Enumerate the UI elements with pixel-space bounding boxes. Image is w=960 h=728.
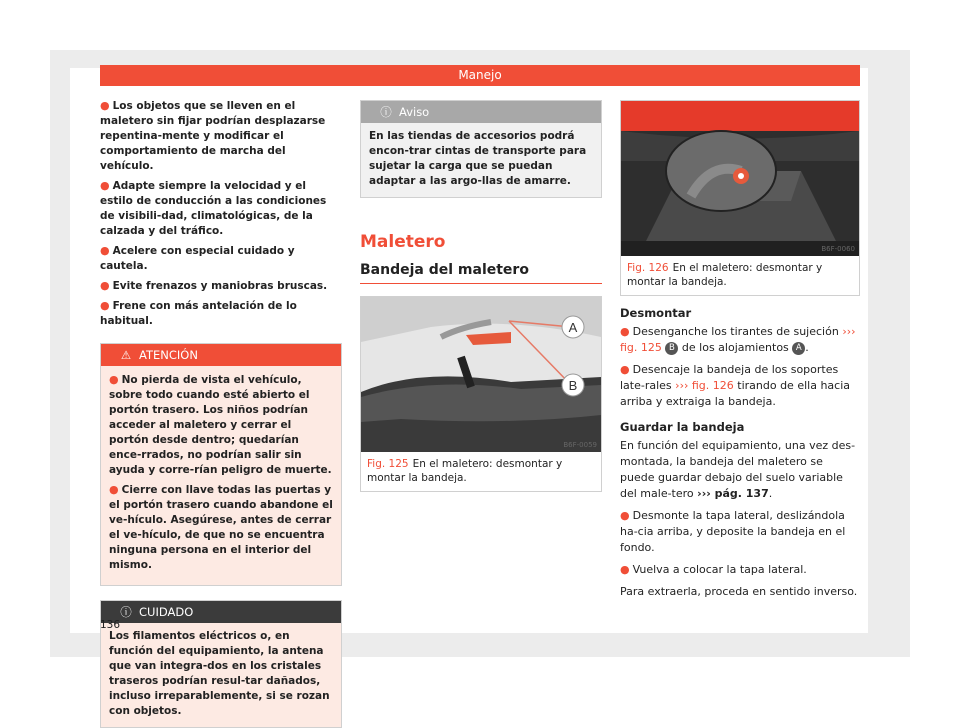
figure-link[interactable]: ››› fig. 126 [675, 379, 734, 392]
desmontar-title: Desmontar [620, 306, 692, 320]
bullet-dot-icon: ● [620, 563, 630, 576]
warning-bullet: ● Cierre con llave todas las puertas y el portón trasero cuando abandone el ve-hículo. Asegúrese, antes de cerrar el ve-hículo, de que no se encuentra ninguna persona en el interior del mismo. [109, 483, 333, 571]
warning-box [100, 343, 342, 586]
figure-link[interactable]: ››› fig. 125 [620, 325, 856, 354]
guardar-paragraph: En función del equipamiento, una vez des-montada, la bandeja del maletero se puede guardar debajo del suelo variable del male-tero ››› pág. 137. [620, 439, 856, 500]
figure-code: B6F-0059 [563, 441, 597, 449]
bullet-item: ● Acelere con especial cuidado y cautela. [100, 244, 295, 272]
bullet-dot-icon: ● [620, 509, 630, 522]
right-column [620, 98, 860, 606]
marker-b: B [665, 342, 678, 355]
figure-code: B6F-0060 [821, 245, 855, 253]
middle-column [360, 98, 602, 492]
figure-126 [620, 100, 860, 296]
caution-box-header: ⓘ CUIDADO [101, 601, 341, 623]
bullet-dot-icon: ● [100, 179, 110, 192]
bullet-dot-icon: ● [620, 363, 630, 376]
figure-126-image [621, 101, 859, 256]
caution-box [100, 600, 342, 728]
figure-125-image [361, 297, 601, 452]
guardar-step-1: ● Desmonte la tapa lateral, deslizándola ha-cia arriba, y deposite la bandeja en el fondo. [620, 509, 846, 554]
marker-a: A [792, 342, 805, 355]
warning-bullet: ● No pierda de vista el vehículo, sobre todo cuando esté abierto el portón trasero. Los niños podrían acceder al maletero y cerrar el portón desde dentro; quedarían ence-rrados, no podrían salir sin ayuda y corre-rían peligro de muerte. [109, 373, 332, 476]
warning-box-header: ⚠ ATENCIÓN [101, 344, 341, 366]
guardar-title: Guardar la bandeja [620, 420, 745, 434]
bullet-dot-icon: ● [100, 279, 110, 292]
bullet-dot-icon: ● [109, 483, 119, 496]
bullet-dot-icon: ● [100, 299, 110, 312]
bullet-item: ● Frene con más antelación de lo habitual. [100, 299, 297, 327]
bullet-dot-icon: ● [109, 373, 119, 386]
bullet-dot-icon: ● [100, 244, 110, 257]
note-box-header: ⓘ Aviso [361, 101, 601, 123]
left-column [100, 98, 342, 728]
bullet-dot-icon: ● [100, 99, 110, 112]
guardar-step-2: ● Vuelva a colocar la tapa lateral. [620, 563, 807, 576]
bullet-dot-icon: ● [620, 325, 630, 338]
shelf-support-illustration [621, 101, 859, 256]
trunk-shelf-illustration [361, 297, 601, 452]
bullet-item: ● Evite frenazos y maniobras bruscas. [100, 279, 328, 292]
note-text: En las tiendas de accesorios podrá encon-trar cintas de transporte para sujetar la carga que se puedan adaptar a las argo-llas de amarre. [369, 130, 587, 187]
section-title: Maletero [360, 232, 446, 252]
figure-number: Fig. 126 [627, 262, 669, 274]
info-icon: ⓘ [380, 105, 392, 119]
warning-triangle-icon: ⚠ [120, 348, 132, 362]
bullet-item: ● Los objetos que se lleven en el maletero sin fijar podrían desplazarse repentina-mente y modificar el comportamiento de marcha del vehículo. [100, 99, 326, 172]
page-link[interactable]: ››› pág. 137 [697, 487, 769, 500]
figure-caption: Fig. 125 En el maletero: desmontar y montar la bandeja. [367, 458, 563, 484]
figure-125 [360, 296, 602, 492]
label-b: B [568, 378, 578, 393]
desmontar-step-2: ● Desencaje la bandeja de los soportes late-rales ››› fig. 126 tirando de ella hacia arriba y extraiga la bandeja. [620, 363, 850, 408]
page-number: 136 [100, 619, 121, 631]
figure-number: Fig. 125 [367, 458, 409, 470]
note-box [360, 100, 602, 198]
desmontar-step-1: ● Desenganche los tirantes de sujeción ››› fig. 125 B de los alojamientos A . [620, 325, 856, 354]
caution-text: Los filamentos eléctricos o, en función del equipamiento, la antena que van integra-dos en los cristales traseros podrían resul-tar dañados, incluso irreparablemente, si se rozan con objetos. [109, 630, 330, 717]
subsection-title: Bandeja del maletero [360, 262, 602, 284]
figure-caption: Fig. 126 En el maletero: desmontar y montar la bandeja. [627, 262, 823, 288]
chapter-header: Manejo [100, 65, 860, 86]
bullet-item: ● Adapte siempre la velocidad y el estilo de conducción a las condiciones de visibili-dad, climatológicas, de la calzada y del tráfico. [100, 179, 327, 237]
label-a: A [568, 320, 578, 335]
guardar-final: Para extraerla, proceda en sentido inverso. [620, 585, 858, 598]
info-circle-icon: ⓘ [120, 605, 132, 619]
